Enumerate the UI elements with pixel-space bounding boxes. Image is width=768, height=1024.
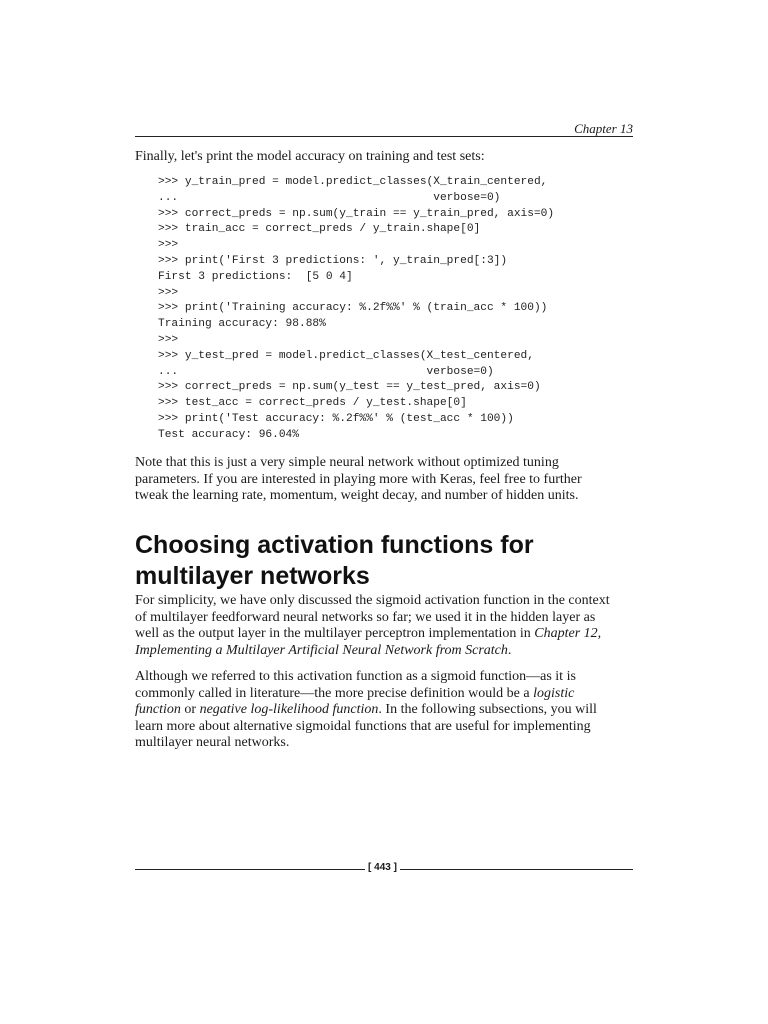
text-line: For simplicity, we have only discussed the sigmoid activation function in the context bbox=[135, 593, 610, 608]
footer-rule-left bbox=[135, 869, 365, 870]
code-block bbox=[158, 175, 554, 444]
code-line: Test accuracy: 96.04% bbox=[158, 428, 299, 441]
simplicity-paragraph bbox=[135, 593, 635, 659]
footer-rule-right bbox=[400, 869, 633, 870]
text-line bbox=[135, 626, 635, 643]
code-line: >>> print('First 3 predictions: ', y_train_pred[:3]) bbox=[158, 254, 508, 267]
code-line: >>> bbox=[158, 286, 179, 299]
term-negative-log-likelihood: negative log-likelihood function bbox=[199, 702, 379, 717]
sigmoid-paragraph bbox=[135, 669, 635, 752]
page-number: [ 443 ] bbox=[368, 862, 397, 873]
text-line: of multilayer feedforward neural networks so far; we used it in the hidden layer as bbox=[135, 609, 596, 625]
intro-text: Finally, let's print the model accuracy on training and test sets: bbox=[135, 149, 485, 164]
code-line: >>> train_acc = correct_preds / y_train.shape[0] bbox=[158, 223, 481, 236]
text-line: multilayer neural networks. bbox=[135, 735, 290, 750]
text-line bbox=[135, 702, 635, 719]
code-line: ... verbose=0) bbox=[158, 365, 494, 378]
code-line: >>> y_train_pred = model.predict_classes(X_train_centered, bbox=[158, 176, 548, 188]
code-line: First 3 predictions: [5 0 4] bbox=[158, 270, 353, 283]
heading-line: multilayer networks bbox=[135, 562, 370, 590]
text-line: learn more about alternative sigmoidal functions that are useful for implementing bbox=[135, 718, 591, 734]
code-line: >>> correct_preds = np.sum(y_test == y_test_pred, axis=0) bbox=[158, 381, 541, 394]
code-line: >>> y_test_pred = model.predict_classes(X_test_centered, bbox=[158, 349, 534, 362]
code-line: >>> print('Test accuracy: %.2f%%' % (test_acc * 100)) bbox=[158, 412, 514, 425]
book-page bbox=[135, 0, 633, 1024]
text-segment: commonly called in literature—the more precise definition would be a bbox=[135, 685, 534, 701]
text-line: Note that this is just a very simple neural network without optimized tuning bbox=[135, 455, 559, 470]
code-line: >>> bbox=[158, 333, 179, 346]
term-logistic: logistic bbox=[533, 685, 575, 701]
code-line: >>> print('Training accuracy: %.2f%%' % (train_acc * 100)) bbox=[158, 302, 548, 315]
text-segment: . bbox=[507, 642, 512, 658]
code-line: >>> test_acc = correct_preds / y_test.shape[0] bbox=[158, 397, 467, 410]
heading-line: Choosing activation functions for bbox=[135, 531, 534, 559]
text-segment: or bbox=[180, 702, 200, 717]
chapter-reference-title: Implementing a Multilayer Artificial Neural Network from Scratch bbox=[135, 642, 508, 658]
text-line bbox=[135, 686, 635, 703]
header-rule bbox=[135, 136, 633, 137]
note-paragraph bbox=[135, 455, 635, 505]
chapter-label: Chapter 13 bbox=[574, 121, 633, 136]
text-segment: . In the following subsections, you will bbox=[378, 702, 597, 717]
text-line: tweak the learning rate, momentum, weight decay, and number of hidden units. bbox=[135, 488, 579, 503]
code-line: >>> bbox=[158, 239, 179, 252]
text-line: parameters. If you are interested in playing more with Keras, feel free to further bbox=[135, 471, 582, 487]
code-line: ... verbose=0) bbox=[158, 191, 501, 204]
text-segment: well as the output layer in the multilayer perceptron implementation in bbox=[135, 626, 535, 641]
text-line bbox=[135, 643, 635, 660]
code-line: >>> correct_preds = np.sum(y_train == y_train_pred, axis=0) bbox=[158, 207, 555, 220]
code-line: Training accuracy: 98.88% bbox=[158, 318, 326, 331]
text-line: Although we referred to this activation function as a sigmoid function—as it is bbox=[135, 669, 576, 684]
section-heading bbox=[135, 530, 534, 592]
term-function: function bbox=[135, 702, 181, 717]
chapter-reference: Chapter 12, bbox=[534, 626, 602, 641]
page-footer bbox=[135, 860, 633, 878]
